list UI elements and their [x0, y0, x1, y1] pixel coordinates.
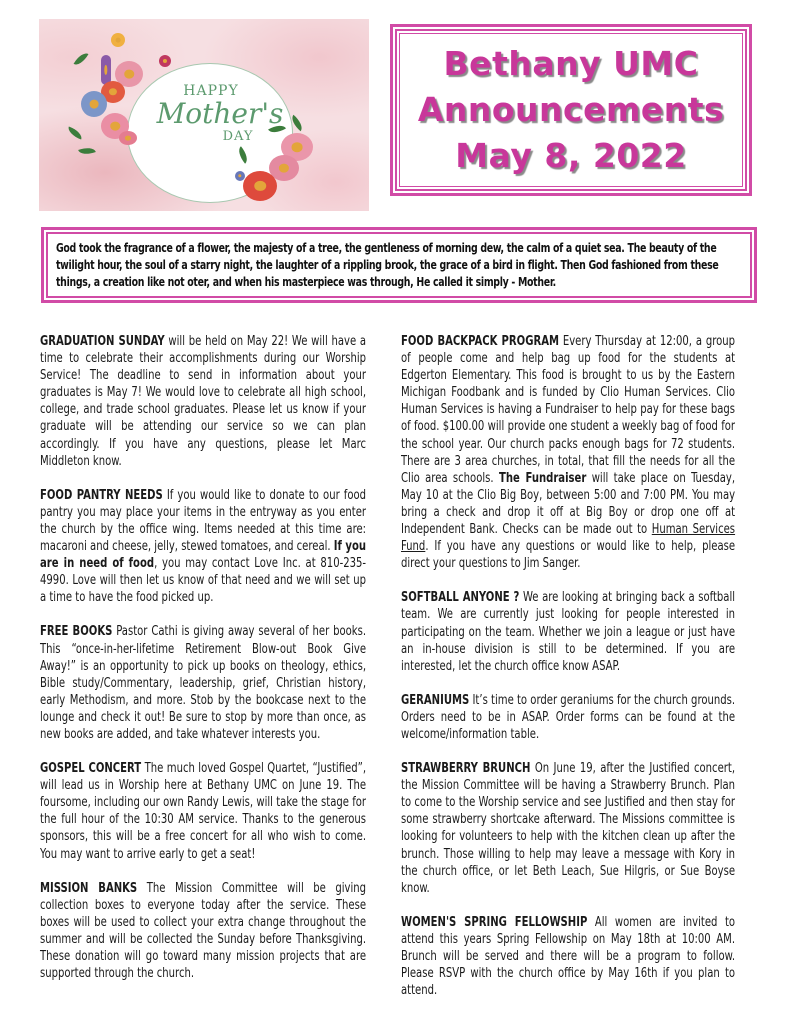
announcement-heading: FREE BOOKS	[40, 624, 113, 640]
leaf-icon	[74, 50, 89, 68]
announcement-body: will take place on Tuesday, May 10 at the Clio Big Boy, between 5:00 and 7:00 PM. You may bring a check and drop it off at Big Boy or drop one off at Independent Bank. Checks can be made out to	[401, 470, 736, 538]
flower-icon	[81, 91, 107, 117]
hero-happy: HAPPY	[183, 83, 239, 99]
announcement-softball	[401, 589, 735, 674]
title-box-border	[395, 29, 747, 191]
announcement-heading: FOOD BACKPACK PROGRAM	[401, 334, 560, 349]
announcement-body: Pastor Cathi is giving away several of her books. This “once-in-her-lifetime Retirement Blow-out Book Give Away!” is an opportunity to pick up books on theology, ethics, Bible study/Commentary, leadership, grief, Christian history, early Methodism, and more. Stob by the bookcase next to the lounge and check it out! Be sure to stop by more than once, as new books are added, and take whatever interests you.	[40, 624, 367, 742]
announcement-free-books	[40, 623, 366, 743]
announcement-food-pantry	[40, 487, 366, 607]
announcement-body: On June 19, after the Justified concert, the Mission Committee will be having a Strawberry Brunch. Plan to come to the Worship service and see Justified and then stay for some strawberry shortcake afterward. The Missions committee is looking for volunteers to help with the kitchen clean up after the brunch. Those willing to help may leave a message with Kory in the church office, or let Beth Leach, Sue Hilgris, or Sue Boyse know.	[401, 761, 736, 896]
title-box-content	[399, 33, 743, 187]
announcement-heading: STRAWBERRY BRUNCH	[401, 761, 531, 777]
announcement-gospel-concert	[40, 760, 366, 863]
announcement-body: The much loved Gospel Quartet, “Justified”, will lead us in Worship here at Bethany UMC on June 19. The foursome, including our own Randy Lewis, will take the stage for the full hour of the 10:30 AM service. Thanks to the generous sponsors, this will be a free concert for all who wish to come. You may want to arrive early to get a seat!	[40, 761, 367, 862]
flower-icon	[243, 171, 277, 201]
left-column	[40, 333, 366, 999]
announcement-body: It’s time to order geraniums for the church grounds. Orders need to be in ASAP. Order forms can be found at the welcome/information table.	[401, 692, 736, 742]
announcement-body: We are looking at bringing back a softball team. We are currently just looking for people interested in participating on the team. Whether we join a league or just have an in-house division is still to be determined. If you are interested, let the church office know ASAP.	[401, 590, 736, 674]
announcement-body: , you may contact Love Inc. at 810-235-4990. Love will then let us know of that need and we will set up a time to have the food picked up.	[40, 556, 367, 606]
announcement-body: will be held on May 22! We will have a time to celebrate their accomplishments during our Worship Service! The deadline to send in information about your graduates is May 7! We would love to celebrate all high school, college, and trade school graduates. Please let us know if your graduate will be attending our service so we can plan accordingly. If you have any questions, please let Marc Middleton know.	[40, 334, 367, 469]
hero-greeting	[135, 83, 305, 144]
mothers-day-image	[39, 19, 369, 211]
church-name: Bethany UMC	[443, 44, 699, 83]
flower-icon	[159, 55, 171, 67]
fund-name: Human Services Fund	[401, 522, 736, 555]
announcement-heading: SOFTBALL ANYONE ?	[401, 590, 520, 606]
title-box	[390, 24, 752, 196]
announcement-heading: MISSION BANKS	[40, 880, 138, 896]
announcement-heading: WOMEN'S SPRING FELLOWSHIP	[401, 914, 588, 930]
leaf-icon	[66, 127, 84, 140]
flower-icon	[235, 171, 245, 181]
announcement-mission-banks	[40, 880, 366, 983]
flower-icon	[111, 33, 125, 47]
announcement-heading: GERANIUMS	[401, 692, 470, 708]
hero-day: DAY	[222, 129, 254, 144]
announcement-heading: GRADUATION SUNDAY	[40, 334, 165, 349]
announcement-body: If you would like to donate to our food pantry you may place your items in the entryway as you enter the church by the office wing. Items needed at this time are: macaroni and cheese, jelly, stewed tomatoes, and cereal.	[40, 487, 367, 555]
mothers-quote: God took the fragrance of a flower, the majesty of a tree, the gentleness of morning dew, the calm of a quiet sea. The beauty of the twilight hour, the soul of a starry night, the laughter of a rippling brook, the grace of a bird in flight. Then God fashioned from these things, a creation like not oter, and when his masterpiece was through, He called it simply - Mother.	[56, 241, 719, 289]
announcement-body: Every Thursday at 12:00, a group of people come and help bag up food for the students at Edgerton Elementary. This food is brought to us by the Eastern Michigan Foodbank and is funded by Clio Human Services. Clio Human Services is having a Fundraiser to help pay for these bags of food. $100.00 will provide one student a weekly bag of food for the school year. Our church packs enough bags for 72 students. There are 3 area churches, in total, that fill the needs for all the Clio area schools.	[401, 334, 736, 486]
mothers-quote-box	[41, 227, 757, 303]
announcement-body: The Mission Committee will be giving collection boxes to everyone today after the service. These boxes will be used to collect your extra change throughout the summer and will be collected the Sunday before Thanksgiving. These donation will go toward many mission projects that are supported through the church.	[40, 880, 367, 982]
announcement-womens-fellowship	[401, 914, 735, 999]
bulletin-date: May 8, 2022	[455, 136, 687, 175]
announcement-strawberry-brunch	[401, 760, 735, 897]
announcement-heading: GOSPEL CONCERT	[40, 761, 142, 777]
announcement-geraniums	[401, 692, 735, 743]
announcements-heading: Announcements	[417, 90, 725, 129]
announcement-body: . If you have any questions or would like to help, please direct your questions to Jim Sanger.	[401, 539, 736, 572]
emphasis-text: If you are in need of food	[40, 539, 367, 572]
quote-border	[46, 232, 752, 298]
announcement-heading: FOOD PANTRY NEEDS	[40, 487, 163, 503]
announcement-body: All women are invited to attend this years Spring Fellowship on May 18th at 10:00 AM. Brunch will be served and there will be a program to follow. Please RSVP with the church office by May 16th if you plan to attend.	[401, 914, 736, 999]
announcement-graduation-sunday	[40, 333, 366, 470]
hero-mothers: Mother's	[156, 97, 284, 130]
leaf-icon	[78, 145, 96, 158]
announcement-food-backpack	[401, 333, 735, 572]
emphasis-text: The Fundraiser	[498, 470, 587, 486]
right-column	[401, 333, 735, 1016]
